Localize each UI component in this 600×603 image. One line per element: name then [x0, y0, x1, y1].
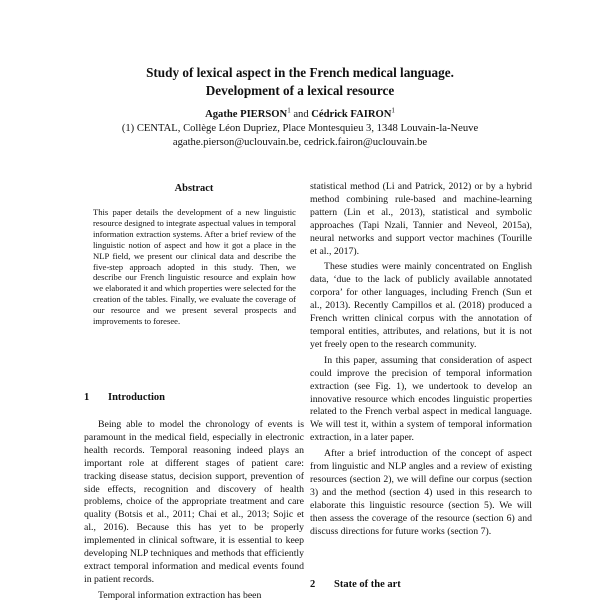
author-1: Agathe PIERSON	[205, 109, 288, 120]
introduction-body	[84, 419, 304, 603]
paper-title	[60, 64, 540, 100]
right-paragraph-2: These studies were mainly concentrated on English data, ‘due to the lack of publicly available annotated corpora’ for other languages, including French (Sun et al., 2013). Recently Campillos et al. (2018) produced a French written clinical corpus with the annotation of temporal entities, attributes, and relations, but it is not yet freely open to the research community.	[310, 261, 532, 350]
right-paragraph-1: statistical method (Li and Patrick, 2012) or by a hybrid method combining rule-based and machine-learning pattern (Lin et al., 2013), statistical and symbolic approaches (Tapi Nzali, Tannier and Neveol, 2015a), neural networks and support vector machines (Tourille et al., 2017).	[310, 181, 532, 257]
abstract-text: This paper details the development of a new linguistic resource designed to integrate aspectual values in temporal information extraction systems. After a brief review of the linguistic notion of aspect and how it got a place in the NLP field, we present our clinical data and describe the five-step approach adopted in this study. Then, we describe our French linguistic resource and explain how we elaborated it and which properties were selected for the creation of the tables. Finally, we evaluate the coverage of our resource and we present several prospects and improvements to foresee.	[93, 207, 296, 327]
intro-paragraph-1: Being able to model the chronology of events is paramount in the medical field, especially in electronic health records. Temporal reasoning indeed plays an important role at different stages of patient care: tracking disease status, decision support, prevention of side effects, recognition and discovery of health problems, choice of the appropriate treatment and care quality (Botsis et al., 2011; Chai et al., 2013; Sojic et al., 2016). Because this has yet to be properly implemented in clinical software, it is essential to keep developing NLP techniques and methods that efficiently extract temporal information and medical events found in patient records.	[84, 419, 304, 585]
author-block	[60, 108, 540, 150]
right-paragraph-4: After a brief introduction of the concept of aspect from linguistic and NLP angles and a review of existing resources (section 2), we will define our corpus (section 3) and the method (section 4) used in this research to elaborate this linguistic resource (section 5). We will then assess the coverage of the resource (section 6) and discuss directions for future works (section 7).	[310, 448, 532, 537]
section-2-heading	[310, 579, 401, 590]
title-line-2: Development of a lexical resource	[205, 83, 395, 98]
right-column-body	[310, 181, 532, 538]
right-paragraph-3: In this paper, assuming that consideration of aspect could improve the precision of temporal information extraction (see Fig. 1), we undertook to develop an innovative resource which encodes linguistic properties related to the French verbal aspect in medical language. We will test it, within a system of temporal information extraction, in a later paper.	[310, 354, 532, 444]
author-names	[60, 108, 540, 122]
author-2-affiliation-mark: 1	[391, 106, 395, 115]
author-2: Cédrick FAIRON	[311, 109, 392, 120]
affiliation: (1) CENTAL, Collège Léon Dupriez, Place Montesquieu 3, 1348 Louvain-la-Neuve	[121, 123, 479, 134]
author-conjunction: and	[290, 109, 312, 120]
section-1-number: 1	[84, 392, 90, 403]
section-2-number: 2	[310, 579, 316, 590]
author-emails: agathe.pierson@uclouvain.be, cedrick.fairon@uclouvain.be	[172, 137, 428, 148]
abstract-heading: Abstract	[174, 183, 214, 194]
author-1-affiliation-mark: 1	[287, 106, 291, 115]
section-1-title: Introduction	[108, 392, 165, 403]
title-line-1: Study of lexical aspect in the French medical language.	[146, 65, 454, 80]
section-1-heading	[84, 392, 165, 403]
section-2-title: State of the art	[334, 579, 401, 590]
intro-paragraph-2: Temporal information extraction has been	[98, 589, 262, 601]
